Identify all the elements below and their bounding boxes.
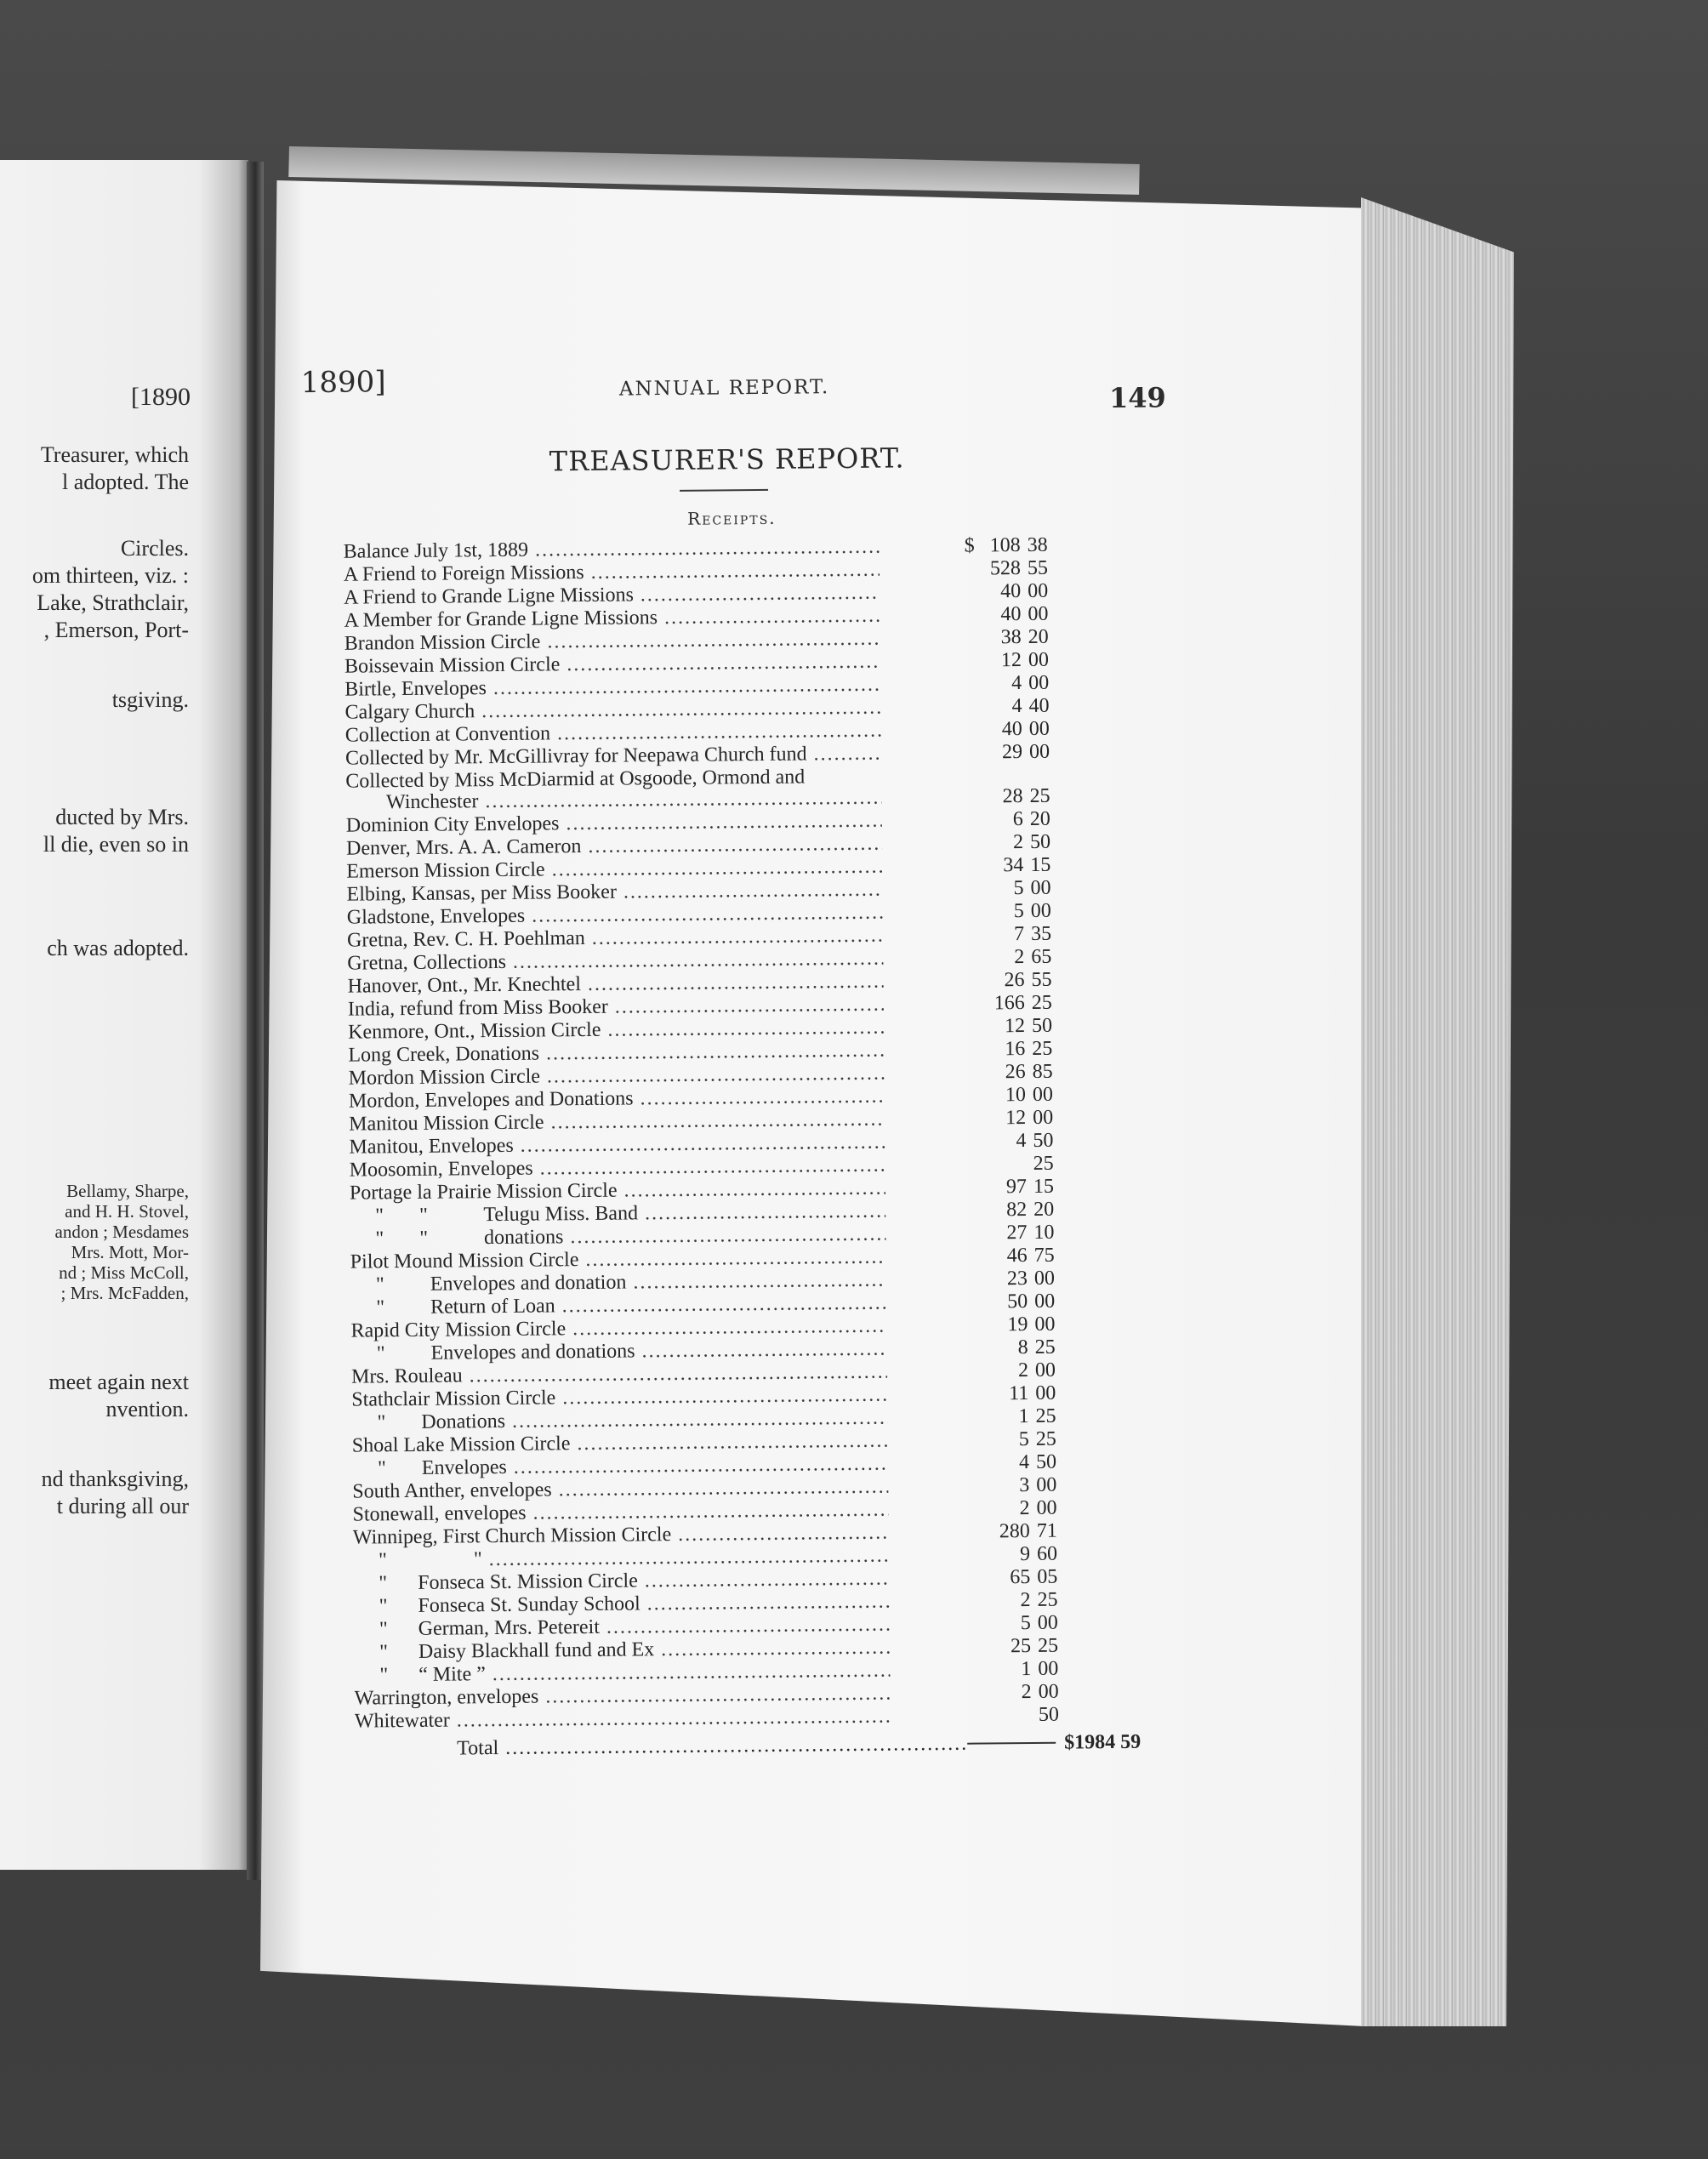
receipt-cents: 50 xyxy=(1033,1130,1062,1153)
receipt-label: " Envelopes and donation ..... xyxy=(350,1269,886,1297)
receipt-dollars: 11 xyxy=(981,1382,1028,1406)
left-page-line: tsgiving. xyxy=(112,687,189,713)
receipt-dollars: 12 xyxy=(974,649,1022,673)
total-row xyxy=(355,1729,1120,1763)
receipt-label: Mordon Mission Circle ..... xyxy=(349,1062,885,1091)
total-amount: $1984 59 xyxy=(1064,1729,1141,1756)
receipt-dollars: 19 xyxy=(980,1313,1028,1337)
receipt-dollars: 5 xyxy=(976,877,1023,901)
receipt-label: " Envelopes and donations ..... xyxy=(351,1338,887,1366)
receipt-dollars: 4 xyxy=(982,1451,1029,1475)
receipt-dollars: 2 xyxy=(976,946,1024,970)
receipt-label: Whitewater ..... xyxy=(355,1706,891,1734)
receipt-cents: 71 xyxy=(1037,1520,1066,1543)
receipt-dollars: 108 xyxy=(973,534,1021,558)
receipt-cents: 50 xyxy=(1032,1015,1061,1038)
receipt-label: " Fonseca St. Mission Circle ..... xyxy=(353,1568,889,1596)
receipt-dollars: 6 xyxy=(976,808,1023,832)
receipt-label: " " Telugu Miss. Band ..... xyxy=(350,1200,885,1228)
receipt-label: Gladstone, Envelopes ..... xyxy=(347,902,883,930)
receipt-dollars: 7 xyxy=(976,923,1024,947)
receipt-label: Hanover, Ont., Mr. Knechtel ..... xyxy=(348,971,884,999)
receipt-cents: 05 xyxy=(1037,1566,1066,1589)
receipt-dollars: 2 xyxy=(982,1589,1030,1613)
receipt-dollars xyxy=(979,1153,1027,1154)
receipts-table xyxy=(344,533,1121,1763)
receipt-label: Dominion City Envelopes ..... xyxy=(346,810,882,838)
receipt-label: " " donations ..... xyxy=(350,1223,885,1251)
receipt-dollars: 34 xyxy=(976,854,1023,878)
receipt-label: Boissevain Mission Circle ..... xyxy=(344,651,880,679)
running-title: ANNUAL REPORT. xyxy=(619,376,830,400)
receipt-label: A Member for Grande Ligne Missions ..... xyxy=(344,605,880,633)
receipt-dollars: 9 xyxy=(982,1543,1030,1567)
receipt-dollars xyxy=(984,1704,1032,1705)
receipt-label: " Fonseca St. Sunday School ..... xyxy=(353,1591,889,1619)
receipt-cents: 00 xyxy=(1028,580,1056,603)
receipt-label: Shoal Lake Mission Circle ..... xyxy=(352,1430,888,1458)
receipt-dollars: 1 xyxy=(983,1658,1031,1682)
total-label: Total ..... xyxy=(457,1731,967,1762)
left-page-line: Treasurer, which xyxy=(41,442,189,468)
receipt-label: Mrs. Rouleau ..... xyxy=(351,1361,887,1389)
receipt-dollars: 5 xyxy=(983,1612,1031,1636)
receipt-cents: 00 xyxy=(1028,603,1056,626)
receipt-label: Manitou, Envelopes ..... xyxy=(349,1131,885,1159)
receipt-cents: 25 xyxy=(1037,1589,1066,1612)
receipt-dollars: 4 xyxy=(978,1130,1026,1154)
receipt-cents: 00 xyxy=(1038,1681,1067,1704)
receipt-cents: 65 xyxy=(1031,946,1060,969)
receipt-dollars: 5 xyxy=(982,1428,1029,1452)
receipt-dollars: 2 xyxy=(981,1359,1028,1383)
receipt-label: Collection at Convention ..... xyxy=(345,720,881,748)
receipt-cents: 50 xyxy=(1036,1451,1065,1474)
receipt-dollars: 4 xyxy=(974,695,1022,719)
receipt-label: Winchester ..... xyxy=(345,787,881,815)
receipt-cents: 20 xyxy=(1033,1199,1062,1222)
receipt-dollars: 82 xyxy=(979,1199,1027,1222)
receipt-label: " " ..... xyxy=(353,1545,889,1573)
receipt-cents: 25 xyxy=(1033,1153,1062,1176)
left-page-line: t during all our xyxy=(57,1494,189,1519)
receipt-cents: 50 xyxy=(1030,831,1059,854)
receipt-cents: 50 xyxy=(1039,1704,1068,1727)
left-page-line: ll die, even so in xyxy=(43,832,189,857)
receipt-cents: 25 xyxy=(1029,785,1058,808)
page-number: 149 xyxy=(1109,381,1166,414)
receipt-cents: 00 xyxy=(1038,1612,1067,1635)
receipt-cents: 25 xyxy=(1036,1428,1065,1451)
receipt-label: Kenmore, Ont., Mission Circle ..... xyxy=(348,1017,884,1045)
receipt-cents: 55 xyxy=(1031,969,1060,992)
receipt-dollars: 46 xyxy=(980,1245,1028,1268)
receipt-dollars: 8 xyxy=(981,1336,1028,1360)
receipt-dollars: 65 xyxy=(982,1566,1030,1590)
receipt-cents: 25 xyxy=(1038,1635,1067,1658)
receipt-label: A Friend to Foreign Missions ..... xyxy=(344,559,880,587)
receipt-label: Warrington, envelopes ..... xyxy=(355,1683,891,1711)
receipt-label: Gretna, Collections ..... xyxy=(347,948,883,976)
receipt-dollars: 23 xyxy=(980,1267,1028,1291)
receipt-label: India, refund from Miss Booker ..... xyxy=(348,994,884,1022)
receipt-dollars: 26 xyxy=(978,1061,1026,1085)
receipt-cents: 00 xyxy=(1036,1497,1065,1520)
receipt-cents: 85 xyxy=(1033,1061,1062,1084)
receipt-cents: 10 xyxy=(1033,1222,1062,1245)
receipt-cents: 00 xyxy=(1036,1474,1065,1497)
receipt-dollars: 16 xyxy=(977,1038,1025,1062)
receipt-dollars: 2 xyxy=(976,831,1023,855)
receipt-dollars: 2 xyxy=(984,1681,1032,1705)
left-page-line: meet again next xyxy=(48,1370,189,1395)
receipt-label: Stonewall, envelopes ..... xyxy=(352,1499,888,1527)
left-page-line: om thirteen, viz. : xyxy=(32,563,189,589)
receipt-cents: 60 xyxy=(1037,1543,1066,1566)
receipt-cents: 40 xyxy=(1028,695,1057,718)
receipt-label: " German, Mrs. Petereit ..... xyxy=(354,1614,890,1642)
left-page-line: nd ; Miss McColl, xyxy=(59,1262,189,1284)
receipt-label: Mordon, Envelopes and Donations ..... xyxy=(349,1085,885,1114)
receipt-dollars: 38 xyxy=(974,626,1022,650)
receipt-label: Moosomin, Envelopes ..... xyxy=(350,1154,885,1182)
left-page-line: ; Mrs. McFadden, xyxy=(61,1283,190,1304)
receipt-dollars: 27 xyxy=(979,1222,1027,1245)
receipt-label: " Return of Loan ..... xyxy=(350,1292,886,1320)
receipt-dollars: 12 xyxy=(977,1015,1025,1039)
left-page-line: and H. H. Stovel, xyxy=(65,1201,189,1222)
receipt-dollars: 4 xyxy=(974,672,1022,696)
receipt-cents: 00 xyxy=(1030,877,1059,900)
receipt-dollars: 528 xyxy=(973,557,1021,581)
left-page-line: [1890 xyxy=(131,383,191,412)
receipt-cents: 15 xyxy=(1033,1176,1062,1199)
receipt-cents: 00 xyxy=(1033,1107,1062,1130)
receipt-label: " Daisy Blackhall fund and Ex ..... xyxy=(354,1637,890,1665)
receipt-label: Pilot Mound Mission Circle ..... xyxy=(350,1246,886,1274)
receipt-dollars: 5 xyxy=(976,900,1024,924)
receipt-dollars: 280 xyxy=(982,1520,1030,1544)
receipt-label: Portage la Prairie Mission Circle ..... xyxy=(350,1177,885,1205)
receipt-label: Rapid City Mission Circle ..... xyxy=(350,1315,886,1343)
left-page-line: andon ; Mesdames xyxy=(55,1222,189,1243)
left-page-line: nvention. xyxy=(106,1397,190,1422)
receipt-label: Calgary Church ..... xyxy=(344,697,880,725)
receipt-label: South Anther, envelopes ..... xyxy=(352,1476,888,1504)
receipt-label: Long Creek, Donations ..... xyxy=(348,1040,884,1068)
left-page-line: Bellamy, Sharpe, xyxy=(66,1181,189,1202)
receipt-cents: 00 xyxy=(1038,1658,1067,1681)
receipt-cents: 00 xyxy=(1035,1359,1064,1382)
receipt-dollars: 166 xyxy=(977,992,1025,1016)
receipt-cents: 55 xyxy=(1028,557,1056,580)
receipt-cents: 00 xyxy=(1034,1313,1063,1336)
left-page-line: ducted by Mrs. xyxy=(55,805,189,830)
left-page-line: Lake, Strathclair, xyxy=(37,590,189,616)
receipt-dollars: 29 xyxy=(975,741,1022,765)
left-page-line: , Emerson, Port- xyxy=(44,618,189,643)
receipt-dollars xyxy=(975,764,1022,765)
receipt-dollars: 97 xyxy=(979,1176,1027,1199)
section-heading: Receipts. xyxy=(0,501,1469,536)
receipt-label: Brandon Mission Circle ..... xyxy=(344,628,880,656)
receipt-dollars: 28 xyxy=(975,785,1022,809)
receipt-dollars: 12 xyxy=(978,1107,1026,1131)
receipt-cents: 00 xyxy=(1028,649,1057,672)
receipt-cents: 00 xyxy=(1031,900,1060,923)
receipt-cents: 00 xyxy=(1035,1382,1064,1405)
receipt-dollars: 10 xyxy=(978,1084,1026,1108)
receipt-cents: 00 xyxy=(1029,718,1058,741)
receipt-dollars: 40 xyxy=(973,603,1021,627)
receipt-cents: 35 xyxy=(1031,923,1060,946)
receipt-dollars: 26 xyxy=(976,969,1024,993)
receipt-dollars: 40 xyxy=(973,580,1021,604)
receipt-label: Manitou Mission Circle ..... xyxy=(349,1108,885,1136)
receipt-cents: 25 xyxy=(1035,1336,1064,1359)
receipt-cents: 25 xyxy=(1035,1405,1064,1428)
receipt-dollars: 50 xyxy=(980,1290,1028,1314)
receipt-cents: 00 xyxy=(1034,1290,1063,1313)
receipt-dollars: 3 xyxy=(982,1474,1029,1498)
receipt-cents: 20 xyxy=(1030,808,1059,831)
receipt-label: A Friend to Grande Ligne Missions ..... xyxy=(344,582,880,610)
left-page-line: Mrs. Mott, Mor- xyxy=(71,1242,189,1263)
currency-sign: $ xyxy=(965,535,980,558)
receipt-label: Collected by Miss McDiarmid at Osgoode, Ormond and xyxy=(345,766,881,794)
receipt-label: Elbing, Kansas, per Miss Booker ..... xyxy=(346,879,882,907)
left-page-line: ch was adopted. xyxy=(47,936,189,961)
receipt-cents: 75 xyxy=(1034,1245,1063,1267)
receipt-cents: 00 xyxy=(1033,1084,1062,1107)
receipt-cents: 00 xyxy=(1029,741,1058,764)
receipt-cents: 00 xyxy=(1028,672,1057,695)
receipt-cents: 15 xyxy=(1030,854,1059,877)
receipt-dollars: 1 xyxy=(981,1405,1028,1429)
receipt-label: Balance July 1st, 1889 ..... xyxy=(344,536,880,564)
receipt-label: Stathclair Mission Circle ..... xyxy=(351,1384,887,1412)
header-year: 1890] xyxy=(301,365,386,400)
total-rule xyxy=(967,1742,1056,1745)
receipt-label: " Donations ..... xyxy=(351,1407,887,1435)
receipt-label: " “ Mite ” ..... xyxy=(354,1660,890,1688)
receipt-dollars: 25 xyxy=(983,1635,1031,1659)
receipt-label: Birtle, Envelopes ..... xyxy=(344,674,880,702)
receipt-label: Emerson Mission Circle ..... xyxy=(346,856,882,884)
left-page-line: l adopted. The xyxy=(62,470,189,495)
receipt-label: Collected by Mr. McGillivray for Neepawa Church fund ..... xyxy=(345,743,881,771)
left-page-line: Circles. xyxy=(121,536,189,561)
report-title: TREASURER'S REPORT. xyxy=(0,436,1460,483)
left-page-line: nd thanksgiving, xyxy=(42,1467,189,1492)
receipt-cents: 38 xyxy=(1028,534,1056,557)
receipt-cents: 25 xyxy=(1032,992,1061,1015)
receipt-label: " Envelopes ..... xyxy=(352,1453,888,1481)
receipt-label: Winnipeg, First Church Mission Circle ..... xyxy=(353,1522,889,1550)
title-rule xyxy=(680,489,768,492)
receipt-cents: 25 xyxy=(1032,1038,1061,1061)
receipt-label: Denver, Mrs. A. A. Cameron ..... xyxy=(346,833,882,861)
receipt-cents: 00 xyxy=(1034,1267,1063,1290)
receipt-cents: 20 xyxy=(1028,626,1057,649)
receipt-dollars: 40 xyxy=(975,718,1022,742)
receipt-dollars: 2 xyxy=(982,1497,1029,1521)
receipt-label: Gretna, Rev. C. H. Poehlman ..... xyxy=(347,925,883,953)
